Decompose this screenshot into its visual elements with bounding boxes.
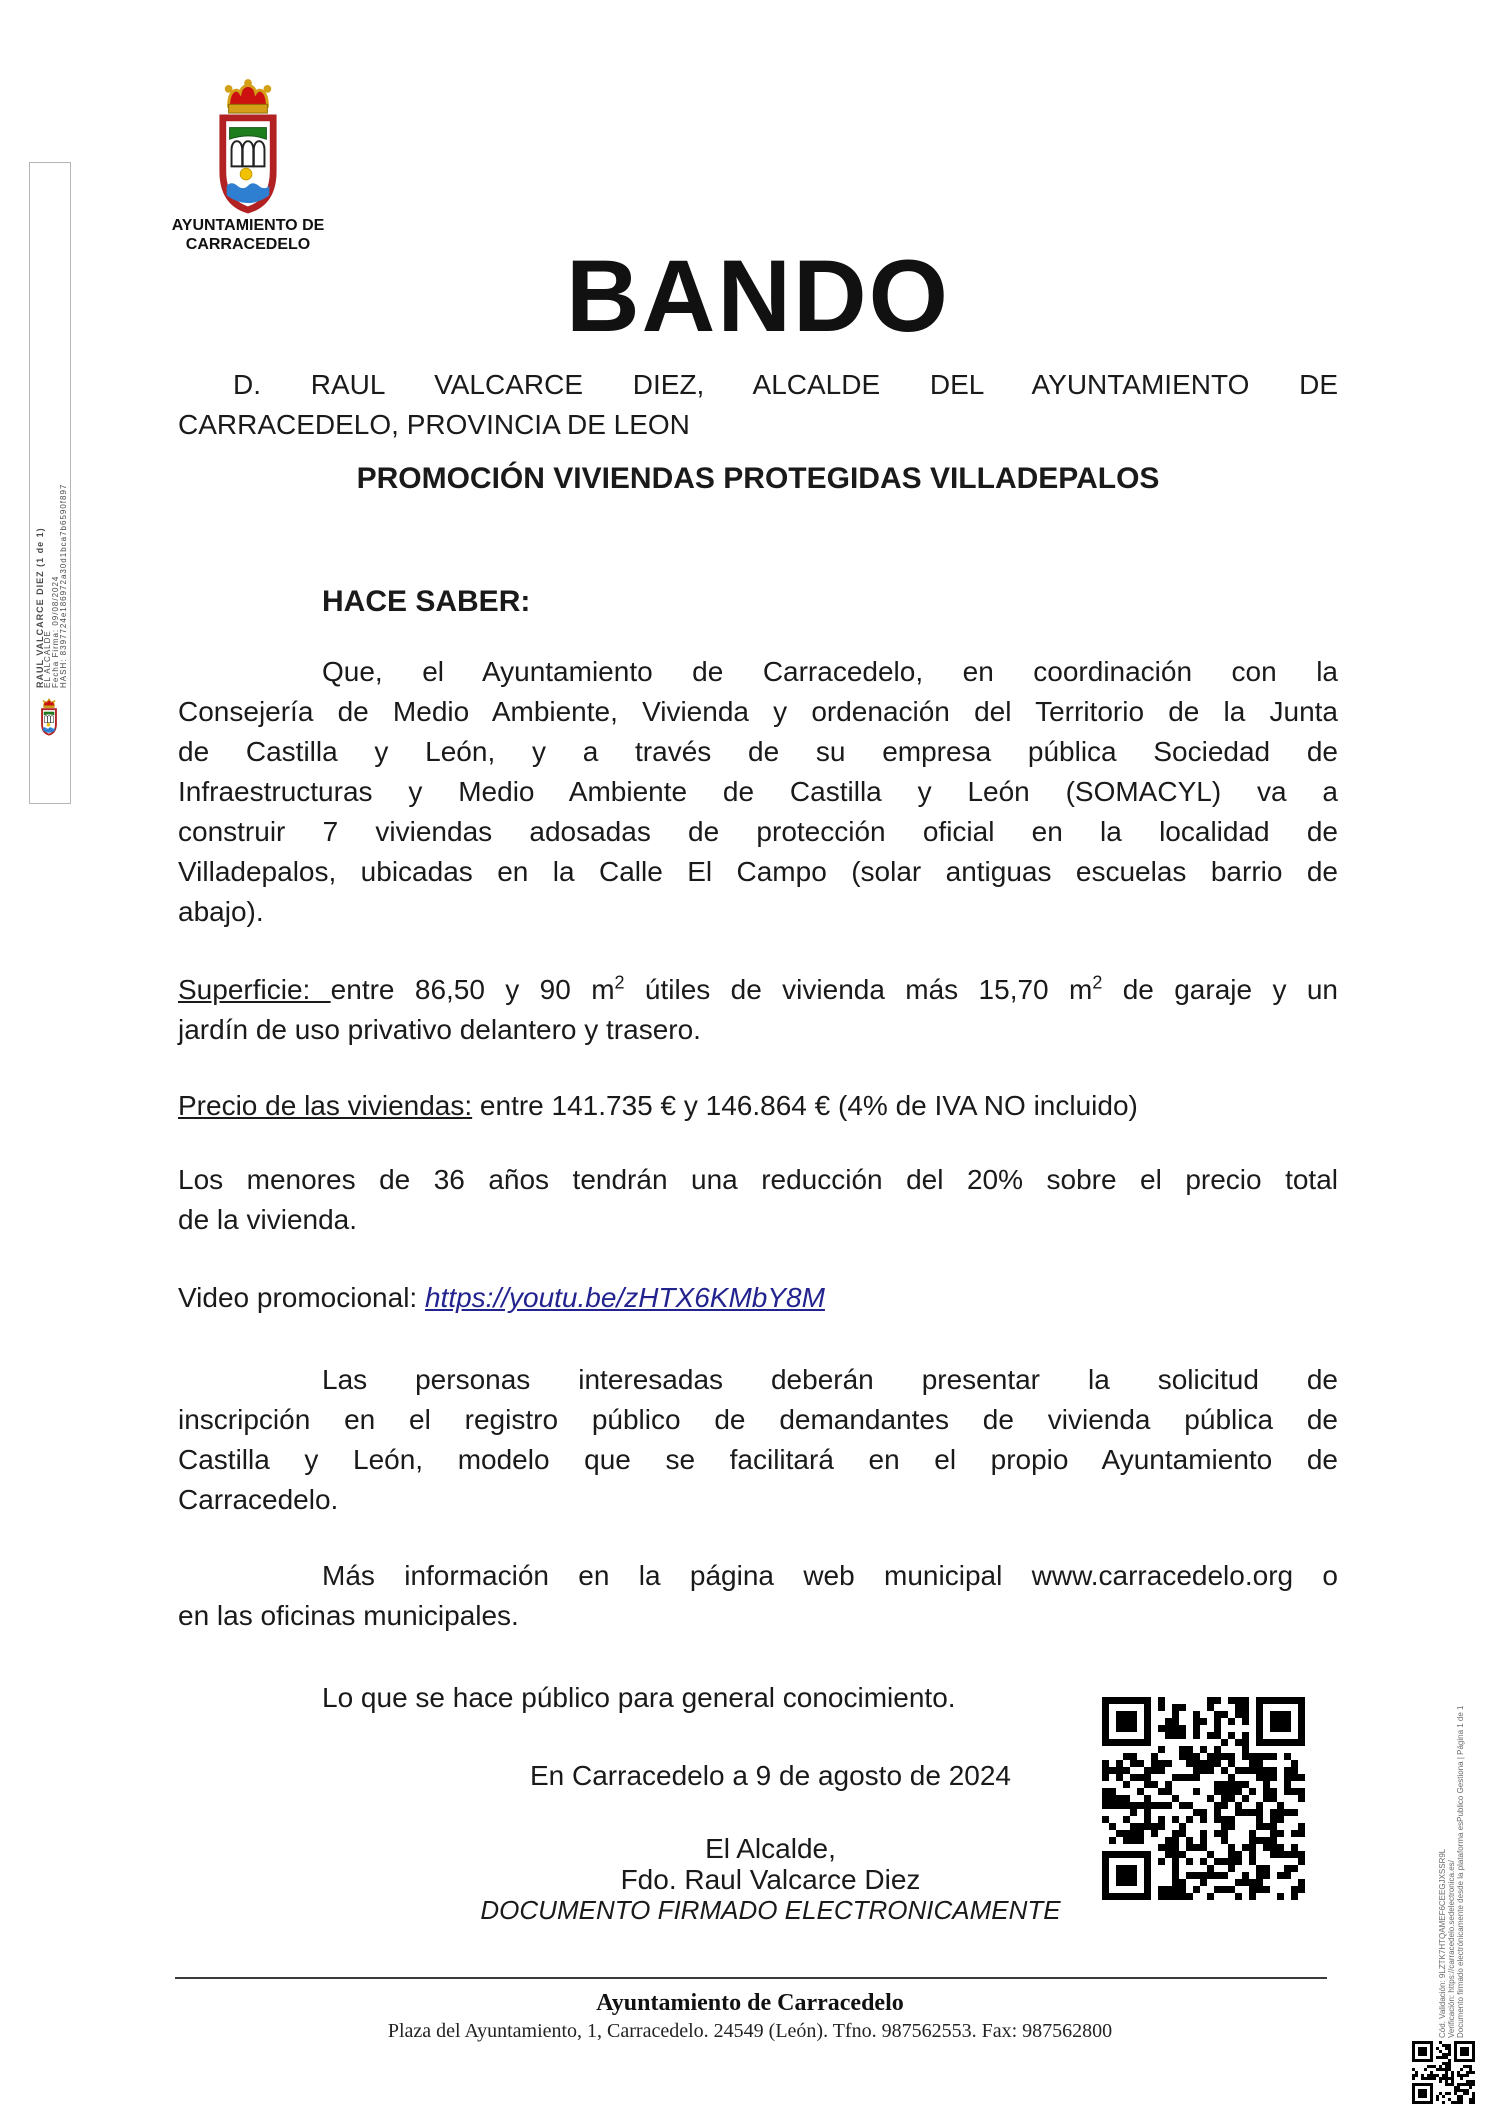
superscript: 2 bbox=[1092, 972, 1103, 993]
validation-code: Cód. Validación: 9LZTK7HTQAMEF6CEEGJXSSR9L bbox=[1438, 1848, 1447, 2038]
youtube-link[interactable]: https://youtu.be/zHTX6KMbY8M bbox=[424, 1282, 825, 1313]
hace-saber-heading: HACE SABER: bbox=[322, 585, 531, 618]
signature-date: Fecha Firma: 09/08/2024 bbox=[51, 575, 60, 688]
precio-paragraph bbox=[178, 1086, 1338, 1126]
main-paragraph bbox=[178, 652, 1338, 932]
text-line: Los menores de 36 años tendrán una reducción del 20% sobre el precio total bbox=[178, 1164, 1338, 1195]
text-line: Más información en la página web municipal www.carracedelo.org o bbox=[322, 1560, 1338, 1591]
intro-paragraph bbox=[178, 365, 1338, 445]
text-line: Villadepalos, ubicadas en la Calle El Campo (solar antiguas escuelas barrio de bbox=[178, 856, 1338, 887]
precio-label: Precio de las viviendas: bbox=[178, 1090, 473, 1121]
mas-info-paragraph bbox=[178, 1556, 1338, 1636]
text-line: jardín de uso privativo delantero y trasero. bbox=[178, 1014, 701, 1045]
video-paragraph bbox=[178, 1278, 1338, 1318]
validation-margin-text bbox=[1438, 1686, 1465, 2038]
qr-code-large bbox=[1102, 1697, 1305, 1900]
promotion-title: PROMOCIÓN VIVIENDAS PROTEGIDAS VILLADEPALOS bbox=[356, 462, 1160, 495]
footer-divider bbox=[175, 1977, 1327, 1979]
text-line bbox=[178, 1278, 1338, 1318]
logo-text-line2: CARRACEDELO bbox=[185, 236, 311, 253]
text-line: Que, el Ayuntamiento de Carracedelo, en coordinación con la bbox=[322, 656, 1338, 687]
logo-text-line1: AYUNTAMIENTO DE bbox=[171, 217, 325, 234]
text-line: inscripción en el registro público de demandantes de vivienda pública de bbox=[178, 1404, 1338, 1435]
superficie-paragraph bbox=[178, 970, 1338, 1050]
signature-hash: HASH: 8397724e186972a30d1bca7b6590f897 bbox=[59, 483, 68, 688]
municipality-logo bbox=[168, 76, 328, 254]
signature-note: DOCUMENTO FIRMADO ELECTRONICAMENTE bbox=[480, 1895, 1061, 1925]
superscript: 2 bbox=[614, 972, 625, 993]
text-line: Consejería de Medio Ambiente, Vivienda y ordenación del Territorio de la Junta bbox=[178, 696, 1338, 727]
menores-paragraph bbox=[178, 1160, 1338, 1240]
footer-municipality-name: Ayuntamiento de Carracedelo bbox=[596, 1990, 904, 2016]
qr-code-small bbox=[1412, 2041, 1475, 2104]
signature-name: Fdo. Raul Valcarce Diez bbox=[620, 1864, 921, 1895]
footer-address: Plaza del Ayuntamiento, 1, Carracedelo. 24549 (León). Tfno. 987562553. Fax: 987562800 bbox=[387, 2020, 1113, 2042]
signature-margin-text bbox=[36, 456, 68, 688]
text-line: CARRACEDELO, PROVINCIA DE LEON bbox=[178, 409, 690, 440]
signer-role: EL ALCALDE bbox=[43, 630, 52, 688]
text-line: construir 7 viviendas adosadas de protección oficial en la localidad de bbox=[178, 816, 1338, 847]
signer-name: RAUL VALCARCE DIEZ (1 de 1) bbox=[35, 527, 45, 688]
platform-note: Documento firmado electrónicamente desde la plataforma esPublico Gestiona | Página 1 de 1 bbox=[1456, 1705, 1465, 2038]
text-line: en las oficinas municipales. bbox=[178, 1600, 519, 1631]
solicitud-paragraph bbox=[178, 1360, 1338, 1520]
superficie-label: Superficie: bbox=[178, 974, 331, 1005]
text-line: D. RAUL VALCARCE DIEZ, ALCALDE DEL AYUNTAMIENTO DE bbox=[233, 369, 1338, 400]
page-title: BANDO bbox=[566, 239, 950, 353]
text-line: abajo). bbox=[178, 896, 264, 927]
text-line: Superficie: entre 86,50 y 90 $m^2$ útiles de vivienda más 15,70 $m^2$ de garaje y un bbox=[178, 972, 1338, 1005]
text-line: Castilla y León, modelo que se facilitará en el propio Ayuntamiento de bbox=[178, 1444, 1338, 1475]
coat-of-arms-icon-small bbox=[33, 698, 65, 736]
date-line: En Carracedelo a 9 de agosto de 2024 bbox=[529, 1760, 1012, 1791]
signature-role: El Alcalde, bbox=[705, 1833, 836, 1864]
video-label: Video promocional: bbox=[178, 1282, 425, 1313]
text-line: Lo que se hace público para general conocimiento. bbox=[322, 1682, 956, 1713]
coat-of-arms-icon bbox=[217, 76, 279, 216]
text-line: Infraestructuras y Medio Ambiente de Castilla y León (SOMACYL) va a bbox=[178, 776, 1338, 807]
text-line: Las personas interesadas deberán presentar la solicitud de bbox=[322, 1364, 1338, 1395]
text-line: de la vivienda. bbox=[178, 1204, 358, 1235]
verification-url: Verificación: https://carracedelo.sedelectronica.es/ bbox=[1447, 1860, 1456, 2038]
text-line: Precio de las viviendas: entre 141.735 € y 146.864 € (4% de IVA NO incluido) bbox=[178, 1090, 1138, 1121]
text-line: Carracedelo. bbox=[178, 1484, 339, 1515]
text-line: de Castilla y León, y a través de su empresa pública Sociedad de bbox=[178, 736, 1338, 767]
